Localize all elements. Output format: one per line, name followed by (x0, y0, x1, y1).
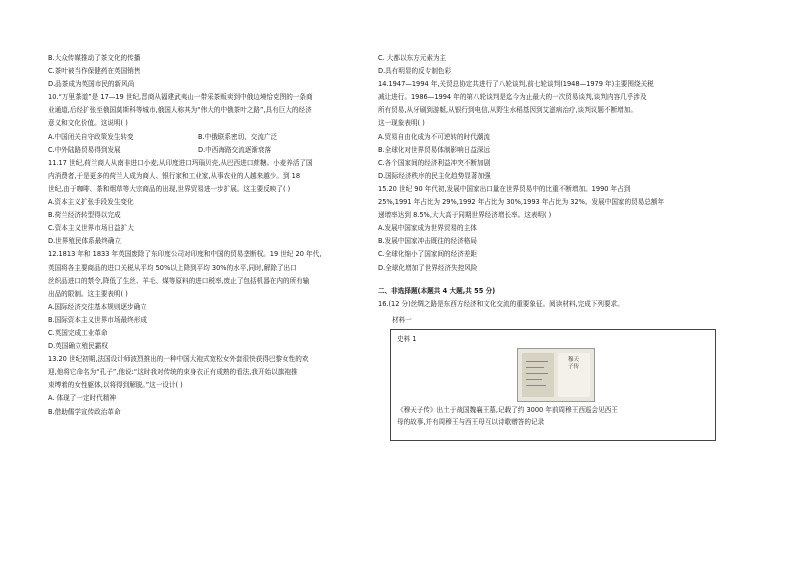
q11-option-c: C.资本主义世界市场日益扩大 (48, 224, 134, 233)
source-box (390, 329, 716, 441)
source-caption-line-2: 母的故事,并有周穆王与西王母互以诗歌赠答的记录 (397, 418, 545, 427)
q12-option-a: A.国际经济交往基本规则逐步确立 (48, 302, 147, 311)
q10-stem-line-1: 10.“万里茶道”是 17—19 世纪,晋商从福建武夷山一带采茶贩卖到中俄边境恰克图的一条商 (48, 93, 313, 102)
q13-stem-line-3: 束缚着的女性躯体,以将得到解脱。”这一设计( ) (48, 381, 183, 390)
q14-option-a: A.贸易自由化成为不可逆转的时代潮流 (378, 132, 490, 141)
q12-option-b: B.国际资本主义世界市场最终形成 (48, 315, 147, 324)
q9-option-c: C.茶叶被当作保健药在英国销售 (48, 67, 141, 76)
q14-stem-line-1: 14.1947—1994 年,关贸总协定共进行了八轮谈判,前七轮谈判(1948—1979 年)主要围绕关税 (378, 80, 654, 89)
q14-stem-line-3: 所有贸易,从牙刷到游艇,从银行到电信,从野生水稻基因到艾滋病治疗,谈判议题不断增加。 (378, 106, 637, 115)
q12-stem-line-3: 丝织品进口的禁令,降低了生丝、羊毛、煤等原料的进口税率,废止了包括机器在内的所有输 (48, 276, 310, 285)
left-column (48, 52, 361, 419)
q14-option-c: C.各个国家间的经济利益冲突不断加剧 (378, 158, 491, 167)
q12-stem-line-2: 英国将各主要商品的进口关税从平均 50%以上降到平均 30%的水平,同时,解除了出口 (48, 263, 297, 272)
q10-option-a: A.中国闭关自守政策发生转变 (48, 132, 134, 141)
q16-intro: 16.(12 分)丝绸之路是东西方经济和文化交流的重要象征。阅读材料,完成下列要求。 (378, 299, 624, 308)
q11-stem-line-1: 11.17 世纪,荷兰商人从南非进口小麦,从印度进口玛瑙贝壳,从巴西进口蔗糖。小麦养活了国 (48, 158, 313, 167)
q15-stem-line-3: 递增率达到 8.5%,大大高于同期世界经济增长率。这表明( ) (378, 211, 552, 220)
q11-option-a: A.资本主义扩张手段发生变化 (48, 198, 134, 207)
right-column (378, 52, 718, 441)
q10-option-b: B.中俄联系密切、交流广泛 (198, 132, 278, 141)
source-caption (397, 404, 713, 429)
source-title: 史料 1 (397, 334, 417, 343)
q12-stem-line-4: 出品的限制。这主要表明( ) (48, 289, 128, 298)
q10-options-row-2 (48, 144, 361, 157)
q12-option-d: D.英国确立殖民霸权 (48, 342, 108, 351)
q15-stem-line-2: 25%,1991 年占比为 29%,1992 年占比为 30%,1993 年占比为 32%。发展中国家的贸易总额年 (378, 198, 665, 207)
q12-option-c: C.英国完成工业革命 (48, 328, 108, 337)
q13-option-d: D.具有明显的反专制色彩 (378, 67, 452, 76)
q10-options-row-1 (48, 131, 361, 144)
material-label: 材料一 (392, 315, 412, 324)
q14-option-b: B.全球化对世界贸易体制影响日益深远 (378, 145, 491, 154)
q14-stem-line-4: 这一现象表明( ) (378, 119, 425, 128)
q15-option-b: B.发展中国家冲击既往的经济格局 (378, 237, 477, 246)
q13-stem-line-1: 13.20 世纪初期,法国设计师波烈推出的一种中国大袍式宽松女外套很快获得巴黎女性的欢 (48, 355, 309, 364)
q9-option-b: B.大众传媒推动了茶文化的传播 (48, 54, 141, 62)
q13-option-c: C. 大都以东方元素为主 (378, 54, 447, 62)
book-photo (517, 348, 595, 402)
q10-stem-line-2: 业通道,后经扩张至俄国莫斯科等城市,俄国人称其为“伟大的中俄茶叶之路”,具有巨大的经济 (48, 106, 312, 115)
q11-stem-line-2: 内消费者,于是更多的荷兰人成为商人、银行家和工业家,从事农业的人越来越少。到 18 (48, 171, 301, 180)
q11-option-b: B.荷兰经济转型得以完成 (48, 211, 121, 220)
q11-option-d: D.世界殖民体系最终确立 (48, 237, 122, 246)
q14-option-d: D.国际经济秩序的民主化趋势显著加强 (378, 171, 491, 180)
q13-option-a: A. 体现了一定时代精神 (48, 394, 116, 403)
q15-option-d: D.全球化增加了世界经济失控风险 (378, 263, 478, 272)
q15-option-c: C.全球化缩小了国家间的经济差距 (378, 250, 478, 259)
q15-option-a: A.发展中国家成为世界贸易的主体 (378, 224, 477, 233)
q14-stem-line-2: 减让进行。1986—1994 年的第八轮谈判是迄今为止最大的一次贸易谈判,谈判内容几乎涉及 (378, 93, 647, 102)
q12-stem-line-1: 12.1813 年和 1833 年英国废除了东印度公司对印度和中国的贸易垄断权。19 世纪 20 年代, (48, 250, 322, 259)
q9-option-d: D.品茶成为英国市民的新风尚 (48, 80, 135, 89)
section-heading: 二、非选择题(本题共 4 大题,共 55 分) (378, 286, 496, 295)
q10-option-d: D.中西海路交流逐渐衰落 (198, 145, 272, 154)
q10-stem-line-3: 意义和文化价值。这说明( ) (48, 119, 128, 128)
source-caption-line-1: 《穆天子传》出土于战国魏襄王墓,记载了约 3000 年前周穆王西巡会见西王 (397, 405, 618, 414)
q13-stem-line-2: 迎,他将它命名为“孔子”,他说:“这时我对传统的束身衣正有成熟的看法,我开始以旗袍推 (48, 368, 298, 377)
book-photo-title: 穆天子传 (568, 356, 580, 370)
q15-stem-line-1: 15.20 世纪 90 年代初,发展中国家出口量在世界贸易中的比重不断增加。1990 年占到 (378, 184, 631, 193)
q13-option-b: B.借助儒学宣传政治革命 (48, 407, 121, 416)
q11-stem-line-3: 世纪,由于咖啡、茶和烟草等大宗商品的出现,世界贸易进一步扩展。这主要反映了( ) (48, 184, 291, 193)
q10-option-c: C.中外陆路贸易得到发展 (48, 145, 121, 154)
